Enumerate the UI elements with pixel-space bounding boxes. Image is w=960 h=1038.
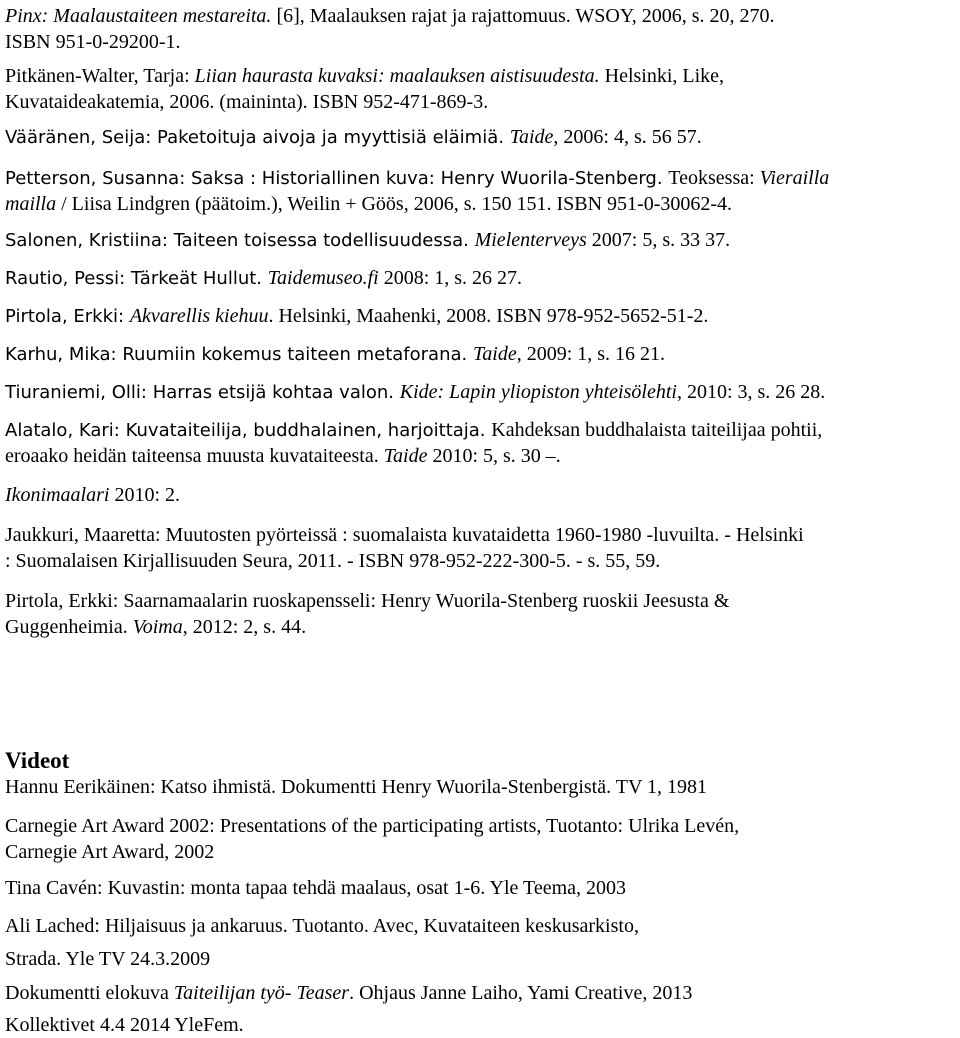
text-run: Hannu Eerikäinen: Katso ihmistä. Dokumentti Henry Wuorila-Stenbergistä. TV 1, 1981 [5,776,708,798]
italic-text: Taide [472,343,517,365]
text-run: , 2010: 3, s. 26 28. [676,381,826,403]
italic-text: Vierailla [759,167,830,189]
text-run: Pirtola, Erkki: Saarnamaalarin ruoskapensseli: Henry Wuorila-Stenberg ruoskii Jeesusta & [5,590,730,612]
text-line [5,89,488,115]
italic-text: Taiteilijan työ- Teaser [173,982,350,1004]
text-run: Pirtola, Erkki: [5,306,130,327]
text-line [5,124,702,151]
text-line [5,1012,244,1038]
text-line [5,191,732,217]
italic-text: Liian haurasta kuvaksi: maalauksen aistisuudesta. [194,65,600,87]
text-run: , 2009: 1, s. 16 21. [516,343,666,365]
text-run: Kollektivet 4.4 2014 YleFem. [5,1014,244,1036]
text-run: Karhu, Mika: Ruumiin kokemus taiteen metaforana. [5,344,473,365]
text-run: Vääränen, Seija: Paketoituja aivoja ja myyttisiä eläimiä. [5,127,510,148]
text-run: 2007: 5, s. 33 37. [586,229,731,251]
text-line [5,29,181,55]
text-line [5,165,829,192]
text-run: Tina Cavén: Kuvastin: monta tapaa tehdä maalaus, osat 1-6. Yle Teema, 2003 [5,877,627,899]
text-run: Jaukkuri, Maaretta: Muutosten pyörteissä : suomalaista kuvataidetta 1960-1980 -luvuilta. - Helsinki [5,524,804,546]
text-line [5,379,825,406]
italic-text: Kide: Lapin yliopiston yhteisölehti [399,381,677,403]
text-line [5,913,639,939]
text-run: [6], Maalauksen rajat ja rajattomuus. WSOY, 2006, s. 20, 270. [271,5,775,27]
text-run: Carnegie Art Award 2002: Presentations of the participating artists, Tuotanto: Ulrika Levén, [5,815,740,837]
text-run: Kahdeksan buddhalaista taiteilijaa pohtii, [491,419,823,441]
text-run: 2010: 2. [109,484,180,506]
text-run: Tiuraniemi, Olli: Harras etsijä kohtaa valon. [5,382,400,403]
text-line [5,774,707,800]
text-line [5,417,822,444]
text-run: Helsinki, Like, [599,65,725,87]
text-run: Guggenheimia. [5,616,133,638]
text-run: , 2006: 4, s. 56 57. [553,126,702,148]
italic-text: Ikonimaalari [5,484,110,506]
text-run: : Suomalaisen Kirjallisuuden Seura, 2011. - ISBN 978-952-222-300-5. - s. 55, 59. [5,550,661,572]
text-line [5,303,708,330]
text-run: . Helsinki, Maahenki, 2008. ISBN 978-952-5652-51-2. [268,305,709,327]
text-run: Rautio, Pessi: Tärkeät Hullut. [5,268,268,289]
text-run: Pitkänen-Walter, Tarja: [5,65,195,87]
text-run: Teoksessa: [668,167,760,189]
text-run: . Ohjaus Janne Laiho, Yami Creative, 2013 [349,982,693,1004]
text-line [5,482,180,508]
text-line [5,813,739,839]
text-line [5,3,775,29]
text-run: 2008: 1, s. 26 27. [378,267,523,289]
text-run: Ali Lached: Hiljaisuus ja ankaruus. Tuotanto. Avec, Kuvataiteen keskusarkisto, [5,915,639,937]
italic-text: Mielenterveys [474,229,587,251]
italic-text: Pinx: Maalaustaiteen mestareita. [5,5,272,27]
text-run: Strada. Yle TV 24.3.2009 [5,948,211,970]
text-line [5,980,692,1006]
videos-heading: Videot [5,748,70,773]
text-line [5,63,724,89]
text-run: Dokumentti elokuva [5,982,174,1004]
text-line [5,443,561,469]
italic-text: mailla [5,193,57,215]
text-line [5,522,804,548]
italic-text: Voima [132,616,183,638]
text-run: , 2012: 2, s. 44. [182,616,307,638]
text-run: eroaako heidän taiteensa muusta kuvataiteesta. [5,445,384,467]
italic-text: Akvarellis kiehuu [129,305,269,327]
text-line [5,227,730,254]
text-run: Alatalo, Kari: Kuvataiteilija, buddhalainen, harjoittaja. [5,420,492,441]
text-line [5,875,626,901]
text-line [5,588,729,614]
text-run: 2010: 5, s. 30 –. [427,445,561,467]
text-line [5,341,665,368]
text-run: Kuvataideakatemia, 2006. (maininta). ISBN 952-471-869-3. [5,91,489,113]
text-line [5,614,306,640]
text-line [5,946,210,972]
italic-text: Taidemuseo.fi [267,267,379,289]
italic-text: Taide [509,126,554,148]
text-line [5,839,214,865]
text-line [5,265,522,292]
text-line [5,548,660,574]
text-run: ISBN 951-0-29200-1. [5,31,181,53]
text-run: Petterson, Susanna: Saksa : Historiallinen kuva: Henry Wuorila-Stenberg. [5,168,669,189]
italic-text: Taide [383,445,428,467]
text-run: Salonen, Kristiina: Taiteen toisessa todellisuudessa. [5,230,475,251]
text-run: Carnegie Art Award, 2002 [5,841,215,863]
text-run: / Liisa Lindgren (päätoim.), Weilin + Göös, 2006, s. 150 151. ISBN 951-0-30062-4. [56,193,733,215]
